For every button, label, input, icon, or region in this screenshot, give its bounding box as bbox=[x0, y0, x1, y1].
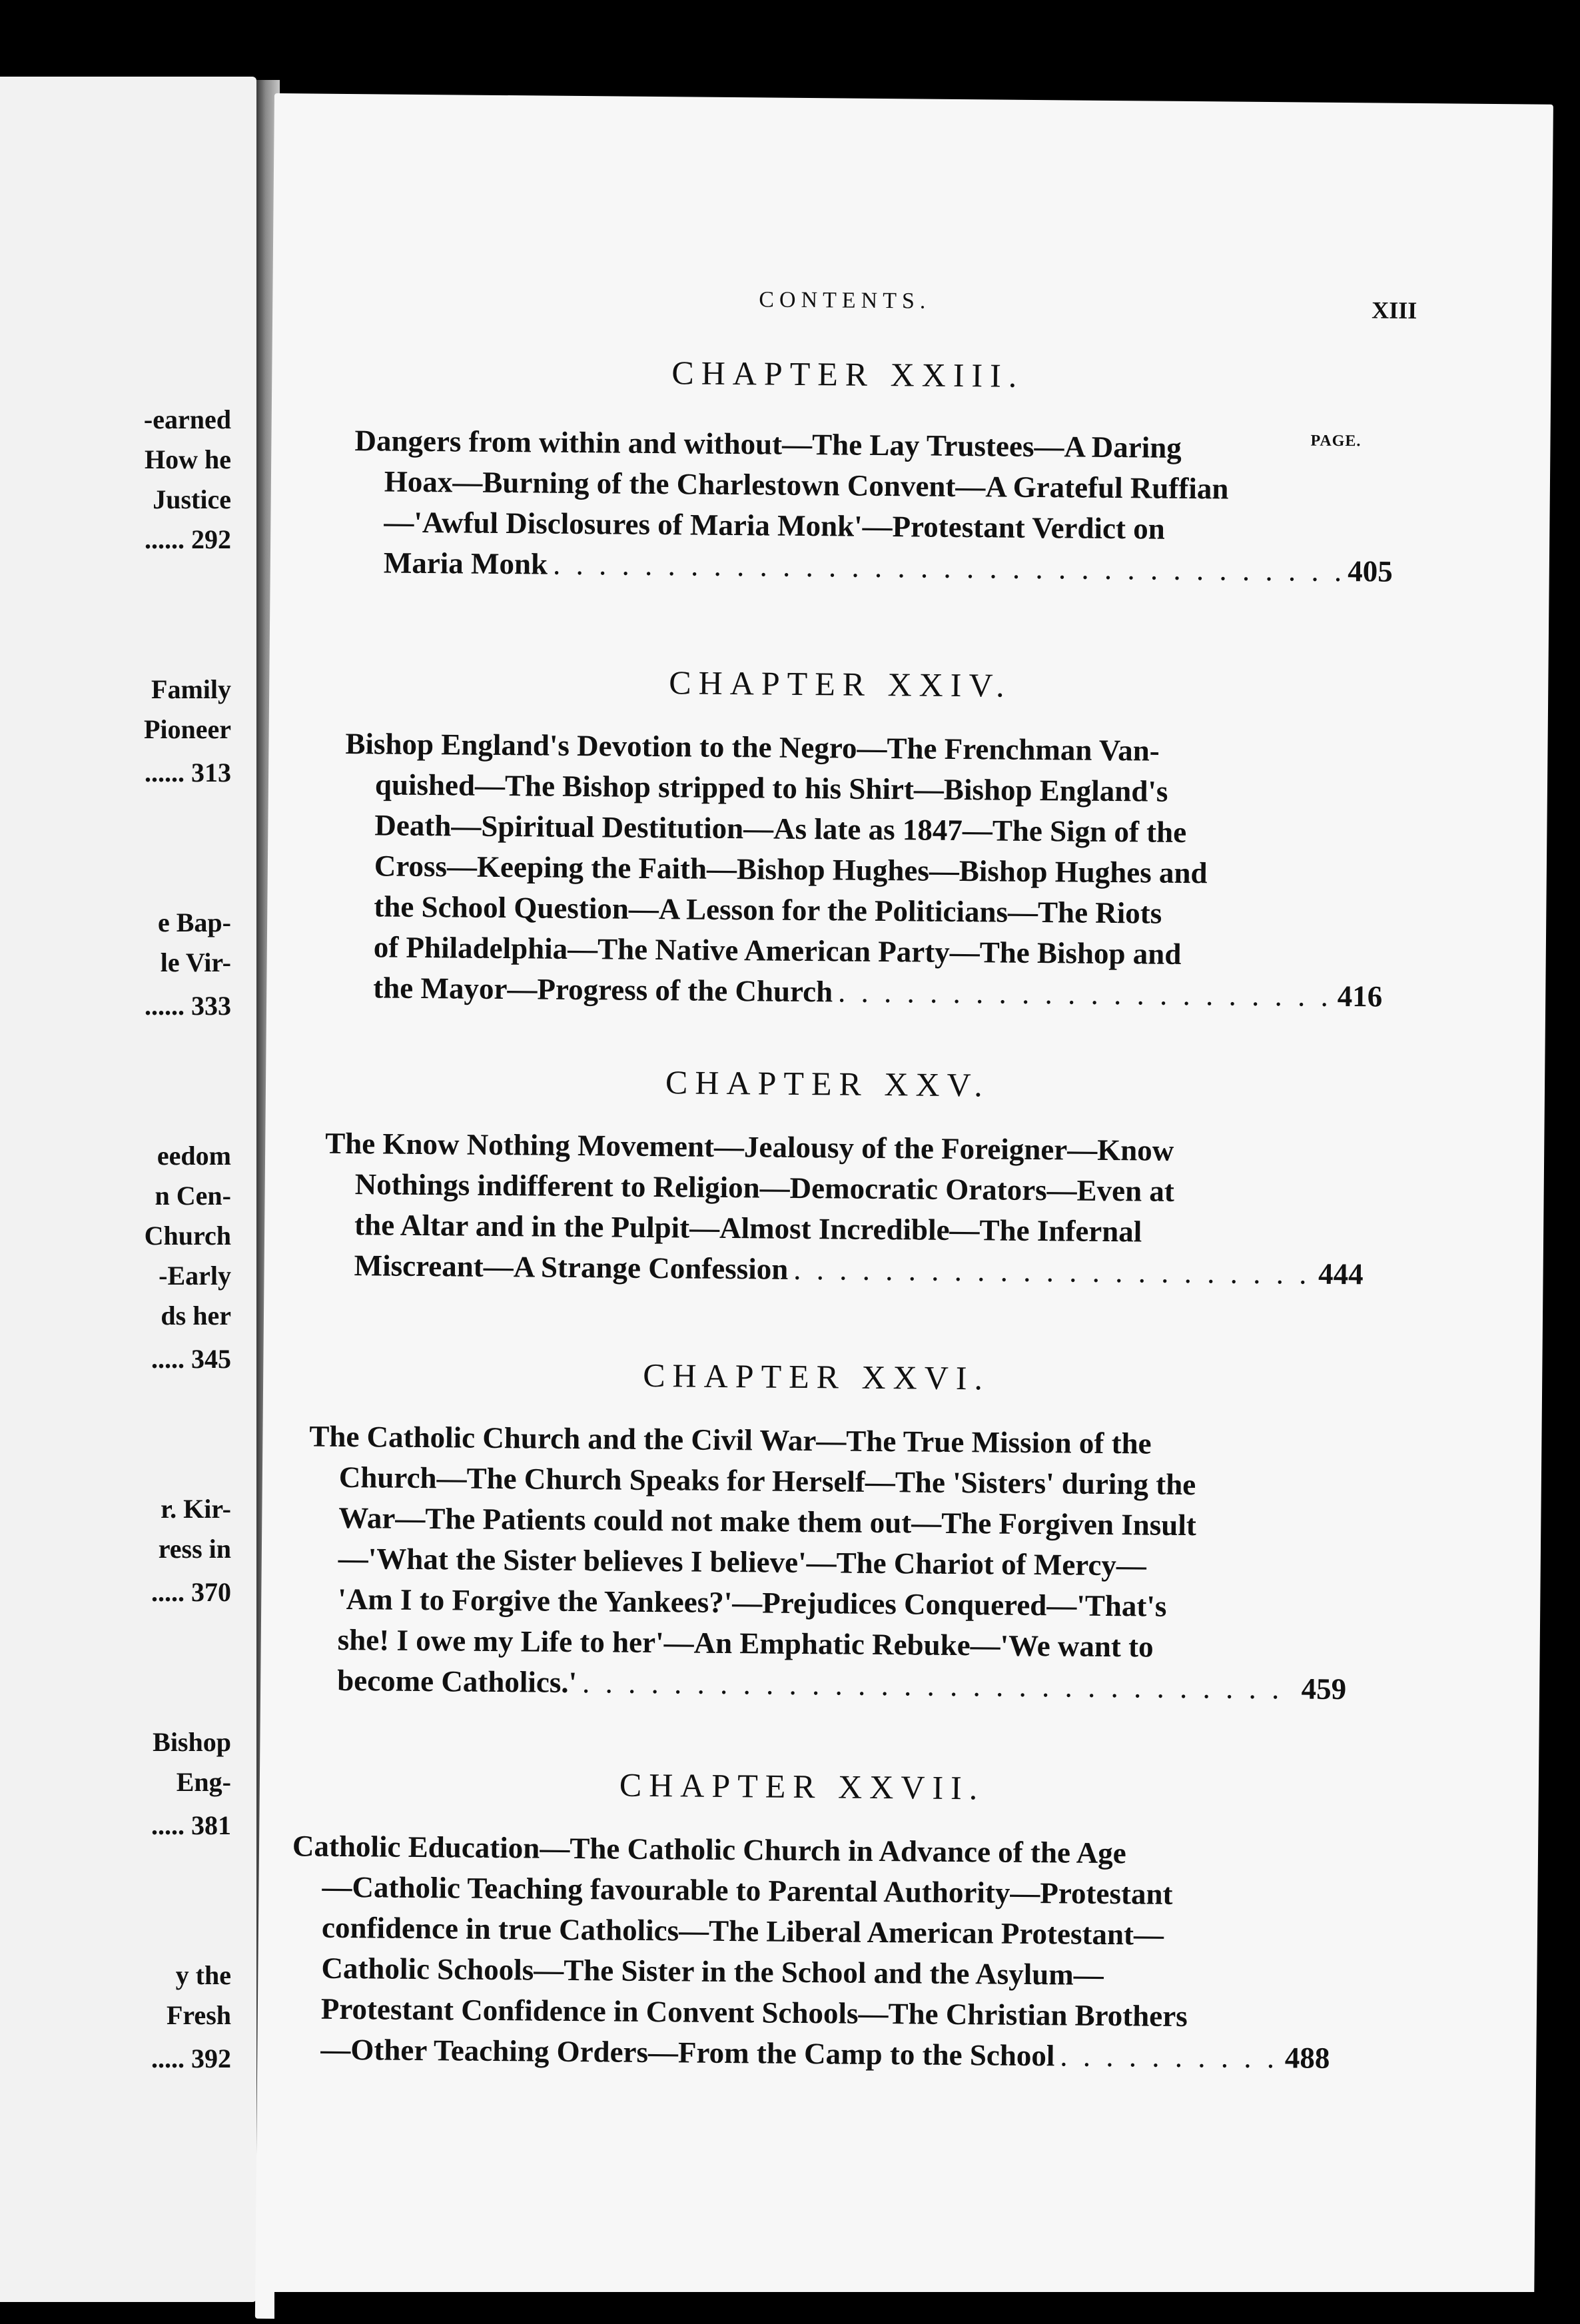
entry-last-line: the Mayor—Progress of the Church . . . 416 bbox=[343, 967, 1382, 1017]
left-page-line: Bishop bbox=[153, 1727, 231, 1757]
scan-background bbox=[274, 2292, 1553, 2324]
chapter-entry bbox=[354, 420, 1394, 592]
entry-line: Catholic Schools—The Sister in the School and the Asylum— bbox=[321, 1951, 1104, 1992]
entry-page-number: 444 bbox=[1318, 1257, 1364, 1291]
left-page-line: ...... 333 bbox=[145, 991, 231, 1021]
dot-leader bbox=[838, 971, 1332, 1016]
contents-page bbox=[255, 93, 1553, 2324]
entry-line: quished—The Bishop stripped to his Shirt—Bishop England's bbox=[374, 768, 1168, 808]
dot-leader bbox=[793, 1249, 1313, 1295]
entry-page-number: 488 bbox=[1284, 2041, 1330, 2075]
entry-line: —'Awful Disclosures of Maria Monk'—Protestant Verdict on bbox=[384, 505, 1166, 546]
entry-line: Nothings indifferent to Religion—Democratic Orators—Even at bbox=[354, 1167, 1175, 1208]
chapter-heading: CHAPTER XXVII. bbox=[619, 1766, 985, 1807]
chapter-entry bbox=[324, 1123, 1364, 1295]
left-page-line: Fresh bbox=[166, 2000, 231, 2030]
entry-line: 'Am I to Forgive the Yankees?'—Prejudices Conquered—'That's bbox=[338, 1582, 1167, 1623]
left-page-line: ..... 345 bbox=[151, 1344, 231, 1374]
chapter-entry bbox=[307, 1417, 1349, 1710]
left-page-line: ...... 292 bbox=[145, 524, 231, 554]
entry-page-number: 416 bbox=[1337, 979, 1383, 1013]
entry-last-line: Maria Monk . . . 405 bbox=[354, 542, 1393, 592]
left-page-line: ..... 370 bbox=[151, 1577, 231, 1607]
chapter-heading: CHAPTER XXVI. bbox=[642, 1356, 990, 1397]
entry-page-number: 405 bbox=[1348, 554, 1393, 588]
entry-line: the School Question—A Lesson for the Politicians—The Riots bbox=[374, 889, 1162, 930]
dot-leader bbox=[582, 1662, 1296, 1709]
entry-last-line: —Other Teaching Orders—From the Camp to the School . . . 488 bbox=[290, 2029, 1330, 2079]
left-page-line: ..... 392 bbox=[151, 2043, 231, 2073]
page-column-label: PAGE. bbox=[1310, 432, 1362, 450]
left-page-line: Family bbox=[151, 674, 231, 704]
entry-last-line: Miscreant—A Strange Confession . . . 444 bbox=[324, 1245, 1363, 1295]
entry-line: of Philadelphia—The Native American Party—The Bishop and bbox=[373, 930, 1182, 971]
left-page-line: ress in bbox=[158, 1534, 231, 1564]
entry-line: she! I owe my Life to her'—An Emphatic Rebuke—'We want to bbox=[337, 1622, 1154, 1664]
left-page-line: le Vir- bbox=[160, 947, 231, 977]
left-page-line: ...... 313 bbox=[145, 758, 231, 788]
entry-line: Protestant Confidence in Convent Schools—The Christian Brothers bbox=[320, 1992, 1188, 2034]
page-number-folio: XIII bbox=[1372, 296, 1417, 324]
left-page-line: Church bbox=[144, 1221, 231, 1251]
entry-line: Death—Spiritual Destitution—As late as 1847—The Sign of the bbox=[374, 808, 1187, 849]
entry-line: the Altar and in the Pulpit—Almost Incredible—The Infernal bbox=[354, 1208, 1142, 1249]
left-facing-page bbox=[0, 77, 256, 2302]
entry-line: Dangers from within and without—The Lay Trustees—A Daring bbox=[354, 424, 1182, 464]
left-page-line: -Early bbox=[159, 1261, 231, 1291]
entry-line: The Catholic Church and the Civil War—The True Mission of the bbox=[309, 1419, 1152, 1460]
entry-line: The Know Nothing Movement—Jealousy of the Foreigner—Know bbox=[325, 1126, 1174, 1167]
chapter-heading: CHAPTER XXIV. bbox=[669, 664, 1012, 704]
left-page-line: Pioneer bbox=[143, 714, 231, 744]
running-head: CONTENTS. bbox=[759, 287, 931, 314]
entry-page-number: 459 bbox=[1301, 1672, 1347, 1706]
entry-line: Church—The Church Speaks for Herself—The 'Sisters' during the bbox=[338, 1460, 1196, 1502]
chapter-entry bbox=[343, 724, 1385, 1017]
left-page-line: ds her bbox=[161, 1301, 231, 1331]
left-page-line: How he bbox=[145, 444, 231, 474]
chapter-heading: CHAPTER XXV. bbox=[665, 1063, 990, 1104]
chapter-entry bbox=[290, 1826, 1332, 2079]
left-page-line: y the bbox=[175, 1960, 231, 1990]
entry-line: Hoax—Burning of the Charlestown Convent—A Grateful Ruffian bbox=[384, 464, 1229, 506]
left-page-line: n Cen- bbox=[155, 1181, 231, 1211]
dot-leader bbox=[1060, 2035, 1280, 2078]
left-page-line: -earned bbox=[143, 404, 231, 434]
dot-leader bbox=[553, 544, 1343, 592]
entry-line: confidence in true Catholics—The Liberal American Protestant— bbox=[321, 1910, 1164, 1952]
entry-line: —Catholic Teaching favourable to Parental Authority—Protestant bbox=[322, 1870, 1173, 1911]
left-page-line: eedom bbox=[157, 1141, 231, 1171]
chapter-heading: CHAPTER XXIII. bbox=[671, 354, 1024, 394]
entry-last-line: become Catholics.' . . . 459 bbox=[307, 1660, 1346, 1710]
entry-line: Bishop England's Devotion to the Negro—The Frenchman Van- bbox=[345, 726, 1160, 768]
entry-line: Catholic Education—The Catholic Church in Advance of the Age bbox=[292, 1829, 1126, 1870]
entry-line: —'What the Sister believes I believe'—The Chariot of Mercy— bbox=[338, 1541, 1147, 1582]
left-page-line: e Bap- bbox=[158, 907, 231, 937]
entry-line: War—The Patients could not make them out—The Forgiven Insult bbox=[338, 1500, 1197, 1542]
left-page-line: Justice bbox=[153, 484, 231, 514]
left-page-line: r. Kir- bbox=[161, 1494, 231, 1524]
entry-line: Cross—Keeping the Faith—Bishop Hughes—Bishop Hughes and bbox=[374, 849, 1208, 890]
left-page-line: Eng- bbox=[176, 1767, 231, 1797]
left-page-line: ..... 381 bbox=[151, 1810, 231, 1840]
